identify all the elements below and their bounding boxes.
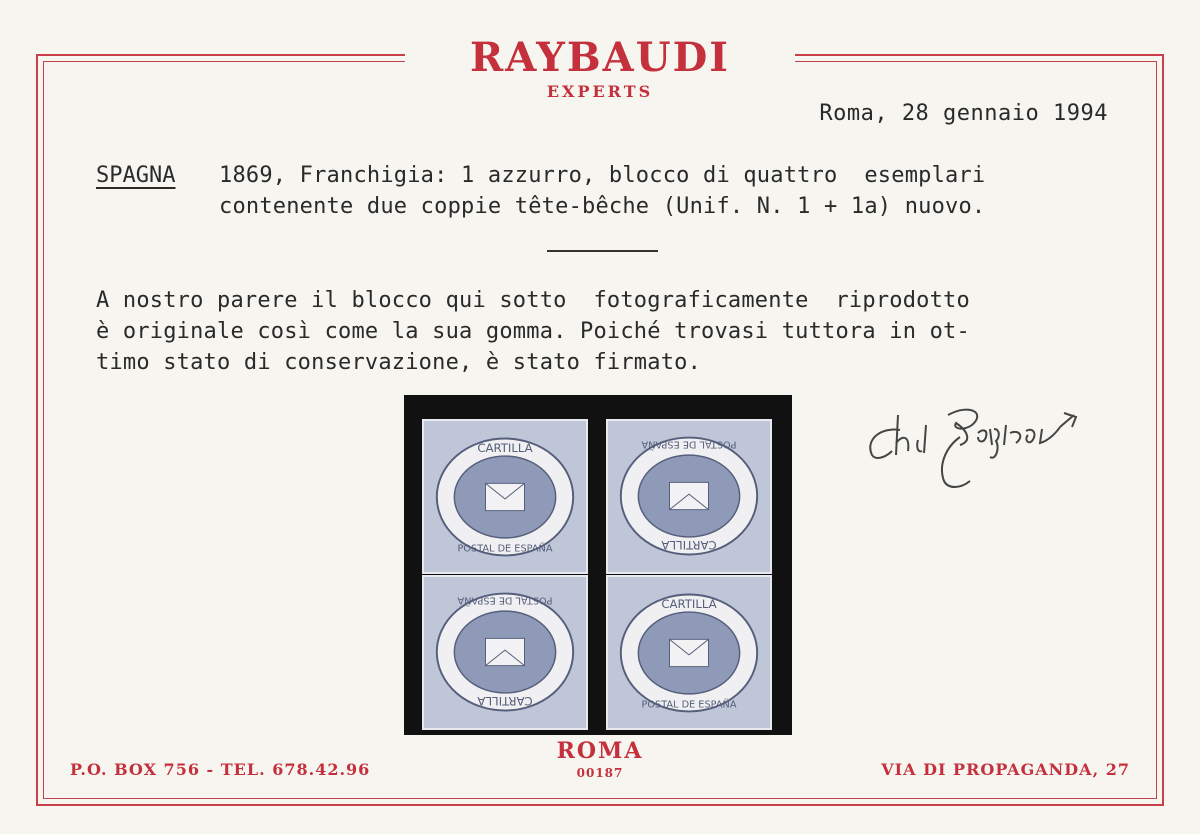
stamp-top-text: CARTILLA xyxy=(661,597,717,612)
stamp-ring-text: POSTAL DE ESPAÑA xyxy=(457,543,553,555)
stamp-design xyxy=(424,577,586,728)
footer-postal-code: 00187 xyxy=(576,766,624,780)
stamp-bottom-right xyxy=(606,575,772,730)
stamp-ring-text: POSTAL DE ESPAÑA xyxy=(641,438,737,450)
stamp-block-photo xyxy=(404,395,792,735)
stamp-top-text: CARTILLA xyxy=(477,441,533,456)
description-line-1: 1869, Franchigia: 1 azzurro, blocco di quattro esemplari xyxy=(219,163,986,188)
stamp-top-text: CARTILLA xyxy=(661,537,717,552)
brand-title: RAYBAUDI xyxy=(470,34,730,81)
stamp-ring-text: POSTAL DE ESPAÑA xyxy=(641,699,737,711)
stamp-top-right xyxy=(606,419,772,574)
footer-contact: P.O. BOX 756 - TEL. 678.42.96 xyxy=(70,760,371,779)
stamp-top-left xyxy=(422,419,588,574)
stamp-design xyxy=(608,421,770,572)
footer-city: ROMA xyxy=(556,738,644,764)
opinion-line-1: A nostro parere il blocco qui sotto fotograficamente riprodotto xyxy=(96,288,970,313)
separator-line xyxy=(547,250,658,252)
stamp-design xyxy=(608,577,770,728)
stamp-bottom-left xyxy=(422,575,588,730)
opinion-line-3: timo stato di conservazione, è stato firmato. xyxy=(96,350,702,375)
stamp-ring-text: POSTAL DE ESPAÑA xyxy=(457,594,553,606)
stamp-design xyxy=(424,421,586,572)
footer-address: VIA DI PROPAGANDA, 27 xyxy=(881,760,1130,779)
opinion-line-2: è originale così come la sua gomma. Poiché trovasi tuttora in ot- xyxy=(96,319,970,344)
certificate-date: Roma, 28 gennaio 1994 xyxy=(819,101,1108,126)
expert-signature xyxy=(860,385,1120,505)
stamp-top-text: CARTILLA xyxy=(477,693,533,708)
description-line-2: contenente due coppie tête-bêche (Unif. N. 1 + 1a) nuovo. xyxy=(219,194,986,219)
country-label: SPAGNA xyxy=(96,163,176,188)
brand-subtitle: EXPERTS xyxy=(546,82,654,101)
